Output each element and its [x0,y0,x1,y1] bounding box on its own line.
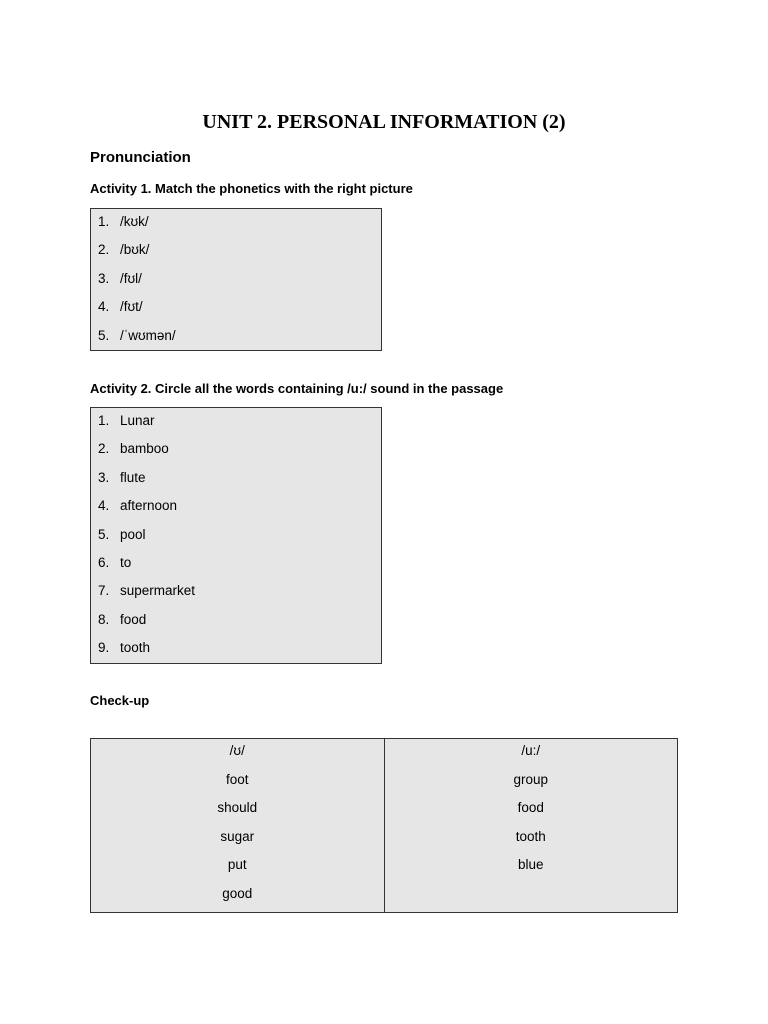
checkup-column-long-u [384,739,678,913]
table-cell: blue [517,857,544,872]
section-heading-pronunciation: Pronunciation [90,149,191,166]
list-item: 4. /fʊt/ [98,299,143,315]
list-item: 1. Lunar [98,413,155,428]
list-item: 2. /bʊk/ [98,242,150,258]
activity-1-heading: Activity 1. Match the phonetics with the right picture [90,181,413,196]
page-title: UNIT 2. PERSONAL INFORMATION (2) [202,111,566,133]
table-cell: foot [225,771,249,787]
list-item: 2. bamboo [98,441,169,457]
table-cell: tooth [515,828,546,844]
list-item: 3. flute [98,469,146,485]
list-item: 8. food [98,611,147,627]
table-cell: sugar [220,828,255,844]
list-item: 4. afternoon [98,498,178,514]
table-cell: good [222,885,253,901]
list-item: 3. /fʊl/ [98,270,142,286]
activity-1-list [90,208,382,351]
column-header: /u:/ [521,743,541,758]
activity-2-list [90,407,382,664]
table-cell: food [517,800,544,815]
checkup-column-short-u [91,739,385,913]
list-item: 6. to [98,554,132,570]
list-item: 9. tooth [98,640,151,656]
list-item: 5. /ˈwʊmən/ [98,327,176,343]
activity-2-heading: Activity 2. Circle all the words containing /u:/ sound in the passage [90,381,504,396]
list-item: 7. supermarket [98,583,196,599]
checkup-table [90,738,678,913]
table-cell: should [217,800,258,815]
list-item: 1. /kʊk/ [98,214,149,229]
column-header: /ʊ/ [229,743,245,758]
table-cell: put [227,857,247,872]
checkup-heading: Check-up [90,693,150,708]
list-item: 5. pool [98,526,146,542]
table-cell: group [513,771,549,787]
